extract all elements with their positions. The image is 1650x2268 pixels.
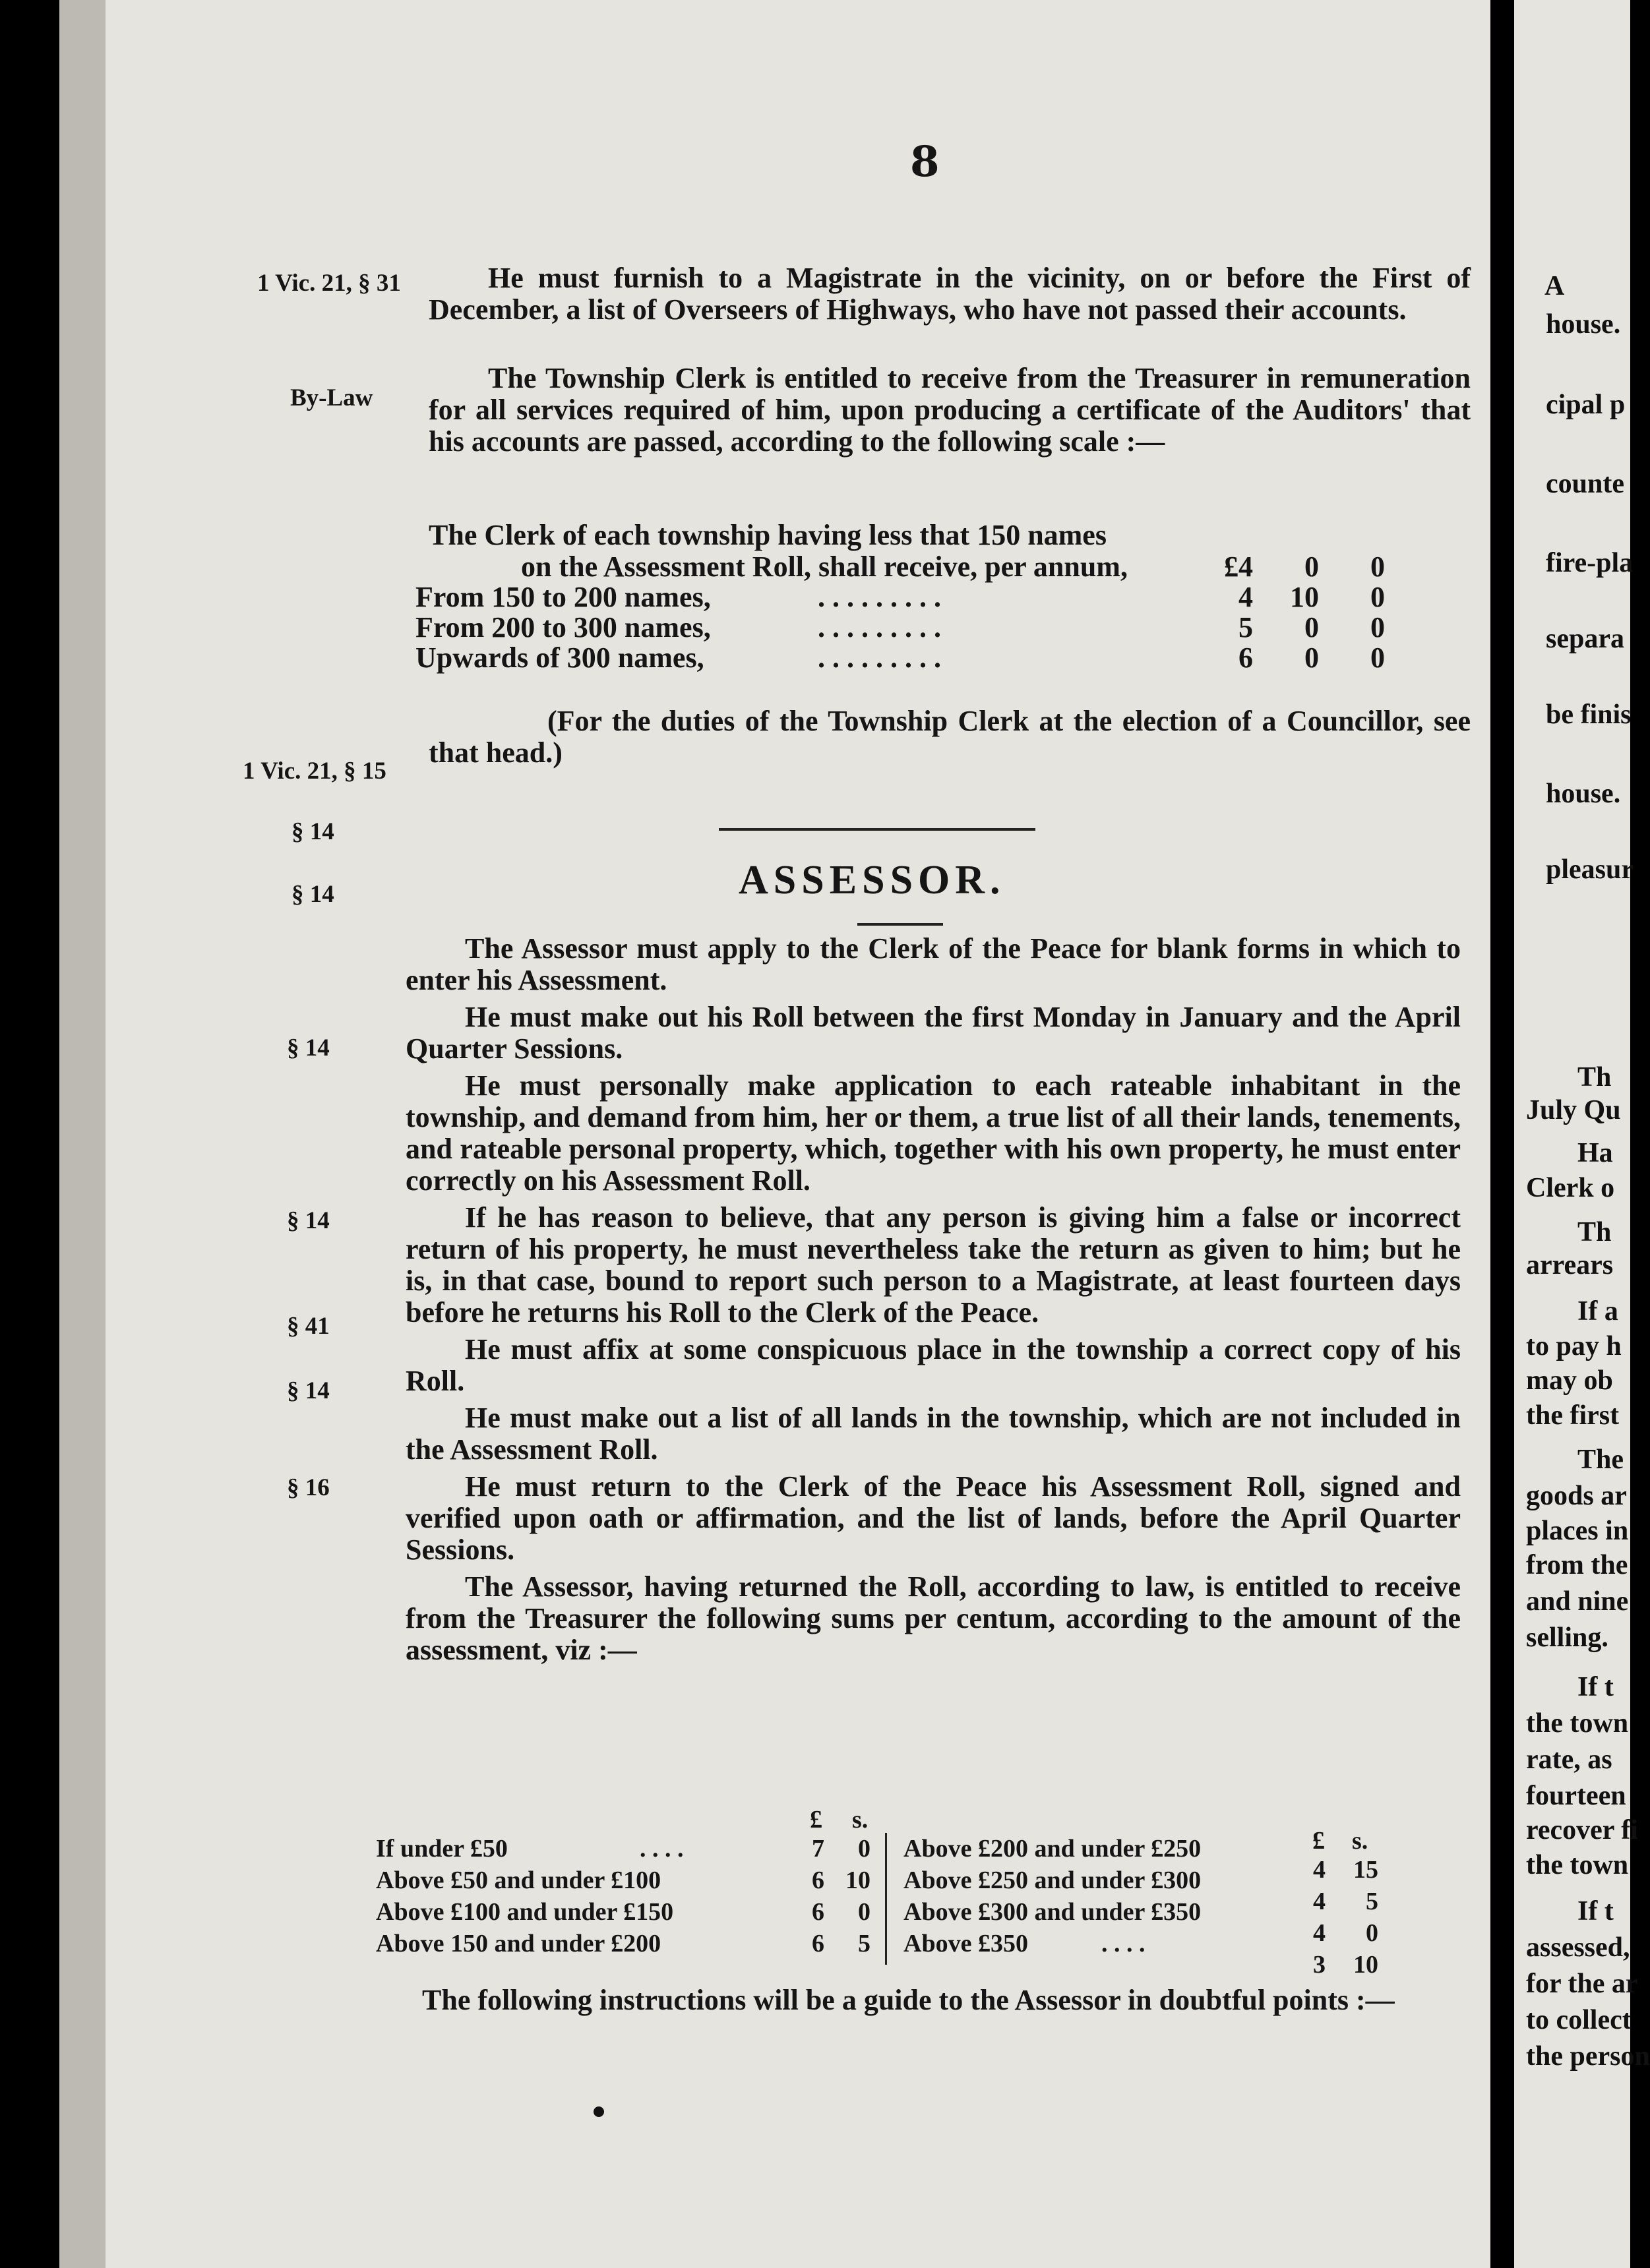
right-fragment-6: be finis — [1546, 700, 1632, 730]
scale-amount-3-shillings: 0 — [1304, 611, 1319, 643]
section-heading-assessor: ASSESSOR. — [739, 858, 1006, 903]
paragraph-instructions: The following instructions will be a guide to the Assessor in doubtful points :— — [422, 1984, 1395, 2016]
right-fragment-32: assessed, — [1526, 1932, 1630, 1963]
right-fragment-22: from the — [1526, 1550, 1628, 1580]
scale-amount-4-pounds: 6 — [1238, 642, 1253, 674]
scale-amount-1-pounds: £4 — [1224, 551, 1253, 583]
fee-left-row-1-label: If under £50 — [376, 1835, 508, 1863]
right-fragment-30: the town — [1526, 1850, 1629, 1880]
scale-dots-4: . . . . . . . . . — [818, 642, 941, 674]
right-fragment-9: Th — [1577, 1062, 1612, 1092]
margin-bylaw: By-Law — [290, 384, 373, 411]
fee-left-row-3-pounds: 6 — [812, 1898, 824, 1926]
scale-amount-2-pounds: 4 — [1238, 581, 1253, 613]
margin-ref-5: § 14 — [287, 1034, 330, 1061]
fee-left-row-2-pounds: 6 — [812, 1866, 824, 1894]
right-fragment-31: If t — [1577, 1896, 1614, 1926]
right-fragment-2: cipal p — [1546, 390, 1626, 420]
fee-right-row-4-label: Above £350 — [903, 1930, 1028, 1957]
fee-right-row-3-pounds: 4 — [1313, 1919, 1326, 1947]
fee-right-row-1-label: Above £200 and under £250 — [903, 1835, 1202, 1863]
scale-line-3: From 200 to 300 names, — [415, 611, 711, 643]
fee-left-row-1-dots: . . . . — [640, 1835, 684, 1863]
scale-line-4: Upwards of 300 names, — [415, 642, 704, 674]
section-divider-rule — [719, 828, 1035, 831]
paragraph-affix-roll: He must affix at some conspicuous place in the township a correct copy of his Roll. — [406, 1333, 1461, 1397]
fee-right-row-2-pounds: 4 — [1313, 1888, 1326, 1915]
right-fragment-1: house. — [1546, 309, 1621, 340]
fee-left-row-3-shillings: 0 — [858, 1898, 871, 1926]
margin-ref-7: § 41 — [287, 1313, 330, 1340]
right-fragment-28: fourteen — [1526, 1781, 1626, 1811]
right-fragment-12: Clerk o — [1526, 1173, 1615, 1203]
right-fragment-21: places in — [1526, 1516, 1629, 1546]
right-fragment-10: July Qu — [1526, 1095, 1621, 1125]
right-fragment-20: goods ar — [1526, 1481, 1627, 1511]
margin-ref-8: § 14 — [287, 1377, 330, 1404]
heading-underline — [857, 923, 943, 926]
fee-left-row-4-pounds: 6 — [812, 1930, 824, 1957]
fee-right-row-3-label: Above £300 and under £350 — [903, 1898, 1202, 1926]
fee-right-row-2-label: Above £250 and under £300 — [903, 1866, 1202, 1894]
right-fragment-16: to pay h — [1526, 1331, 1622, 1361]
scale-amount-4-pence: 0 — [1370, 642, 1385, 674]
paragraph-personal-application: He must personally make application to each rateable inhabitant in the township, and demand from him, her or them, a true list of all their lands, tenements, and rateable personal property, which, together with his own property, he must enter correctly on his Assessment Roll. — [406, 1069, 1461, 1197]
right-fragment-34: to collect — [1526, 2005, 1632, 2035]
fee-unit-shillings-right: s. — [1352, 1827, 1368, 1855]
fee-left-row-1-pounds: 7 — [812, 1835, 824, 1863]
assessor-paragraphs — [406, 933, 1461, 1666]
fee-right-row-4-pounds: 3 — [1313, 1951, 1326, 1979]
fee-left-row-4-shillings: 5 — [858, 1930, 871, 1957]
fee-right-row-2-shillings: 5 — [1366, 1888, 1378, 1915]
scale-line-2: From 150 to 200 names, — [415, 581, 711, 613]
fee-unit-pounds-left: £ — [810, 1806, 822, 1834]
fee-right-row-3-shillings: 0 — [1366, 1919, 1378, 1947]
paragraph-list-lands: He must make out a list of all lands in the township, which are not included in the Assessment Roll. — [406, 1402, 1461, 1466]
page-number: 8 — [910, 137, 940, 187]
paragraph-sums-per-centum: The Assessor, having returned the Roll, according to law, is entitled to receive from the Treasurer the following sums per centum, according to the amount of the assessment, viz :— — [406, 1570, 1461, 1666]
right-fragment-35: the person — [1526, 2041, 1650, 2072]
scale-amount-1-shillings: 0 — [1304, 551, 1319, 583]
paragraph-blank-forms: The Assessor must apply to the Clerk of the Peace for blank forms in which to enter his Assessment. — [406, 932, 1461, 996]
margin-ref-3: § 14 — [291, 818, 334, 845]
scale-amount-2-pence: 0 — [1370, 581, 1385, 613]
paragraph-duties-note: (For the duties of the Township Clerk at the election of a Councillor, see that head.) — [429, 705, 1471, 769]
paragraph-clerk-pay: The Township Clerk is entitled to receive from the Treasurer in remuneration for all services required of him, upon producing a certificate of the Auditors' that his accounts are passed, according to the following scale :— — [429, 362, 1471, 458]
right-fragment-24: selling. — [1526, 1623, 1608, 1653]
right-fragment-15: If a — [1577, 1296, 1618, 1327]
ink-dot — [594, 2106, 604, 2117]
paragraph-make-roll: He must make out his Roll between the first Monday in January and the April Quarter Sessions. — [406, 1001, 1461, 1065]
scale-amount-2-shillings: 10 — [1290, 581, 1319, 613]
scale-dots-3: . . . . . . . . . — [818, 611, 941, 643]
right-fragment-5: separa — [1546, 624, 1624, 654]
scale-dots-2: . . . . . . . . . — [818, 581, 941, 613]
right-fragment-8: pleasur — [1546, 854, 1634, 885]
right-fragment-3: counte — [1546, 469, 1624, 499]
right-fragment-27: rate, as — [1526, 1745, 1612, 1775]
right-fragment-23: and nine — [1526, 1586, 1629, 1617]
left-page — [59, 0, 1490, 2268]
right-fragment-18: the first — [1526, 1400, 1620, 1431]
right-fragment-13: Th — [1577, 1217, 1612, 1247]
right-fragment-14: arrears — [1526, 1250, 1614, 1280]
fee-right-row-1-shillings: 15 — [1353, 1856, 1378, 1884]
fee-left-row-2-label: Above £50 and under £100 — [376, 1866, 661, 1894]
margin-ref-6: § 14 — [287, 1207, 330, 1234]
right-fragment-26: the town — [1526, 1708, 1629, 1739]
right-fragment-4: fire-pla — [1546, 548, 1634, 578]
scale-line-1a: The Clerk of each township having less that 150 names — [429, 519, 1107, 551]
paragraph-return-roll: He must return to the Clerk of the Peace his Assessment Roll, signed and verified upon oath or affirmation, and the list of lands, before the April Quarter Sessions. — [406, 1470, 1461, 1566]
fee-left-row-1-shillings: 0 — [858, 1835, 871, 1863]
fee-right-row-1-pounds: 4 — [1313, 1856, 1326, 1884]
fee-right-row-4-dots: . . . . — [1101, 1930, 1146, 1957]
margin-ref-2: 1 Vic. 21, § 15 — [243, 758, 386, 785]
right-page-fragment: A house. cipal p counte fire-pla separa be finis house. pleasur Th July Qu Ha Clerk o Th arrears If a to pay h may ob the first The goods ar places in from the and nine selling. If t the town rate, as fourteen recover fi the town If t assessed, for the ar to collect the person — [1514, 0, 1630, 2268]
right-fragment-29: recover fi — [1526, 1815, 1638, 1845]
paragraph-overseers: He must furnish to a Magistrate in the vicinity, on or before the First of December, a list of Overseers of Highways, who have not passed their accounts. — [429, 262, 1471, 326]
fee-left-row-3-label: Above £100 and under £150 — [376, 1898, 674, 1926]
right-fragment-25: If t — [1577, 1672, 1614, 1702]
fee-right-row-4-shillings: 10 — [1353, 1951, 1378, 1979]
right-fragment-17: may ob — [1526, 1365, 1613, 1396]
scale-amount-4-shillings: 0 — [1304, 642, 1319, 674]
paragraph-false-return: If he has reason to believe, that any person is giving him a false or incorrect return of his property, he must nevertheless take the return as given to him; but he is, in that case, bound to report such person to a Magistrate, at least fourteen days before he returns his Roll to the Clerk of the Peace. — [406, 1201, 1461, 1328]
right-fragment-33: for the ar — [1526, 1969, 1638, 1999]
margin-ref-4: § 14 — [291, 881, 334, 908]
fee-table-divider — [885, 1833, 887, 1965]
page-gutter-shadow — [59, 0, 106, 2268]
margin-ref-9: § 16 — [287, 1474, 330, 1501]
fee-left-row-2-shillings: 10 — [845, 1866, 871, 1894]
fee-left-row-4-label: Above 150 and under £200 — [376, 1930, 661, 1957]
scale-amount-3-pence: 0 — [1370, 611, 1385, 643]
fee-unit-shillings-left: s. — [852, 1806, 869, 1834]
right-fragment-7: house. — [1546, 779, 1621, 809]
margin-ref-1: 1 Vic. 21, § 31 — [257, 270, 401, 297]
scale-line-1b: on the Assessment Roll, shall receive, per annum, — [521, 551, 1128, 583]
scale-amount-1-pence: 0 — [1370, 551, 1385, 583]
right-fragment-19: The — [1577, 1445, 1624, 1475]
fee-unit-pounds-right: £ — [1312, 1827, 1325, 1855]
scale-amount-3-pounds: 5 — [1238, 611, 1253, 643]
right-fragment-11: Ha — [1577, 1138, 1613, 1168]
